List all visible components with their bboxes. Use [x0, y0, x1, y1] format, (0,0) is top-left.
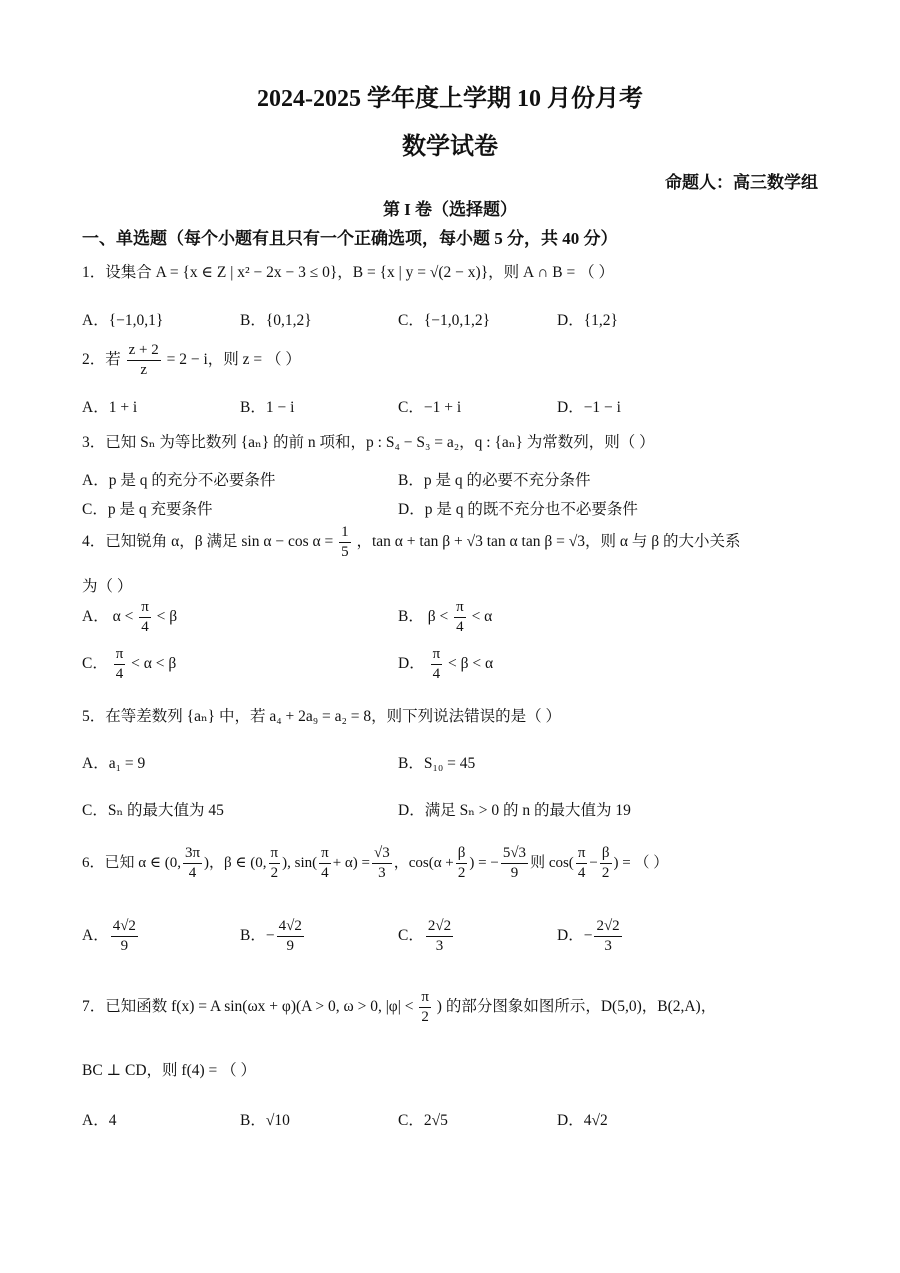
option-fraction-numerator: 4√2 — [111, 919, 138, 937]
question-2-option-b: B．1 − i — [240, 399, 295, 416]
q6-fraction — [372, 846, 392, 881]
option-fraction-numerator: π — [431, 647, 443, 665]
q6-fraction — [576, 846, 588, 881]
q6-fraction-denominator: 9 — [510, 865, 519, 881]
option-sign: − — [583, 927, 593, 945]
question-2-fraction — [127, 343, 161, 378]
question-4-fraction-denominator: 5 — [341, 544, 349, 560]
q6-fraction-numerator: 5√3 — [501, 846, 528, 864]
question-4-option-c — [82, 647, 176, 682]
question-3-option-c: C．p 是 q 充要条件 — [82, 501, 213, 518]
question-7-stem — [82, 990, 840, 1025]
exam-subtitle: 数学试卷 — [402, 134, 498, 160]
q6-part: − — [589, 854, 598, 871]
q6-part: 6．已知 α ∈ (0, — [82, 854, 181, 871]
question-5-option-d: D．满足 Sₙ > 0 的 n 的最大值为 19 — [398, 802, 631, 819]
q6-part: )，β ∈ (0, — [204, 854, 267, 871]
question-5-option-c: C．Sₙ 的最大值为 45 — [82, 802, 224, 819]
q6-part: ) = − — [469, 854, 499, 871]
option-fraction-numerator: π — [454, 600, 466, 618]
option-fraction-denominator: 4 — [432, 666, 441, 682]
q6-fraction — [501, 846, 528, 881]
q6-fraction — [183, 846, 202, 881]
q6-fraction-denominator: 2 — [457, 865, 466, 881]
question-4-option-b — [398, 600, 492, 635]
q6-fraction-numerator: π — [319, 846, 331, 864]
option-label: A． — [82, 927, 109, 945]
q6-fraction-denominator: 3 — [378, 865, 386, 881]
option-fraction-denominator: 3 — [435, 938, 444, 954]
question-2-stem — [82, 343, 840, 378]
option-label: D． — [557, 927, 584, 945]
q6-fraction — [456, 846, 468, 881]
question-6-stem — [82, 846, 840, 881]
option-post: < β < α — [448, 655, 494, 673]
option-fraction-denominator: 3 — [604, 938, 612, 954]
question-1-stem: 1．设集合 A = {x ∈ Z | x² − 2x − 3 ≤ 0}，B = {x | y = √(2 − x)}，则 A ∩ B = （ ） — [82, 264, 615, 281]
question-2-option-c: C．−1 + i — [398, 399, 462, 416]
option-fraction — [454, 600, 466, 635]
question-3-option-a: A．p 是 q 的充分不必要条件 — [82, 472, 276, 489]
option-fraction-numerator: π — [114, 647, 126, 665]
q6-fraction-numerator: π — [576, 846, 588, 864]
q6-fraction-denominator: 2 — [270, 865, 279, 881]
option-fraction-denominator: 4 — [141, 619, 149, 635]
question-7-stem-post: ) 的部分图象如图所示，D(5,0)，B(2,A)， — [436, 998, 717, 1016]
exam-author: 命题人：高三数学组 — [665, 173, 818, 192]
question-2-stem-post: = 2 − i，则 z = （ ） — [166, 351, 301, 369]
question-2-option-a: A．1 + i — [82, 399, 138, 416]
option-label: D． — [398, 655, 425, 673]
q6-fraction-numerator: β — [600, 846, 612, 864]
option-fraction — [277, 919, 304, 954]
q6-fraction-denominator: 4 — [577, 865, 586, 881]
question-2-fraction-numerator: z + 2 — [127, 343, 161, 361]
question-1-option-c: C．{−1,0,1,2} — [398, 312, 491, 329]
question-7-stem-pre: 7．已知函数 f(x) = A sin(ωx + φ)(A > 0, ω > 0, |φ| < — [82, 998, 414, 1016]
question-4-fraction-numerator: 1 — [339, 525, 351, 543]
q6-fraction-denominator: 4 — [321, 865, 329, 881]
option-fraction-denominator: 9 — [286, 938, 294, 954]
option-fraction — [426, 919, 453, 954]
question-5-option-b: B．S₁₀ = 45 — [398, 755, 476, 772]
option-fraction-numerator: π — [139, 600, 151, 618]
question-3-stem: 3．已知 Sₙ 为等比数列 {aₙ} 的前 n 项和，p : S₄ − S₃ = a₂，q : {aₙ} 为常数列，则（ ） — [82, 434, 655, 451]
option-post: < α < β — [131, 655, 177, 673]
q6-fraction-numerator: β — [456, 846, 468, 864]
option-fraction — [114, 647, 126, 682]
question-7-option-b: B．√10 — [240, 1112, 290, 1129]
option-fraction — [594, 919, 621, 954]
option-label: C． — [82, 655, 108, 673]
question-1-option-b: B．{0,1,2} — [240, 312, 312, 329]
option-fraction-numerator: 4√2 — [277, 919, 304, 937]
option-fraction-denominator: 9 — [120, 938, 129, 954]
option-fraction-numerator: 2√2 — [426, 919, 453, 937]
q6-fraction — [319, 846, 331, 881]
option-pre: α < — [112, 608, 134, 626]
option-post: < α — [471, 608, 493, 626]
question-5-option-a: A．a₁ = 9 — [82, 755, 146, 772]
option-label: C． — [398, 927, 424, 945]
question-6-option-c — [398, 919, 455, 954]
option-fraction-denominator: 4 — [115, 666, 124, 682]
q6-part: ，cos(α + — [393, 854, 454, 871]
question-6-option-b — [240, 919, 306, 954]
question-6-option-a — [82, 919, 140, 954]
question-3-option-d: D．p 是 q 的既不充分也不必要条件 — [398, 501, 638, 518]
question-4-stem-post: ，tan α + tan β + √3 tan α tan β = √3，则 α 与 β 的大小关系 — [356, 533, 741, 551]
option-label: B． — [240, 927, 266, 945]
question-7-option-d: D．4√2 — [557, 1112, 608, 1129]
option-post: < β — [156, 608, 178, 626]
option-label: A． — [82, 608, 109, 626]
question-4-stem — [82, 525, 840, 560]
q6-fraction-denominator: 4 — [188, 865, 197, 881]
question-2-stem-pre: 2．若 — [82, 351, 121, 369]
question-1-option-d: D．{1,2} — [557, 312, 618, 329]
question-4-option-d — [398, 647, 493, 682]
section-heading: 一、单选题（每个小题有且只有一个正确选项，每小题 5 分，共 40 分） — [82, 229, 618, 248]
question-4-stem-line2: 为（ ） — [82, 578, 133, 595]
option-fraction-numerator: 2√2 — [594, 919, 621, 937]
q6-fraction-numerator: π — [269, 846, 281, 864]
question-7-option-a: A．4 — [82, 1112, 117, 1129]
option-fraction — [111, 919, 138, 954]
question-7-fraction-numerator: π — [419, 990, 431, 1008]
q6-fraction-numerator: 3π — [183, 846, 202, 864]
question-3-option-b: B．p 是 q 的必要不充分条件 — [398, 472, 591, 489]
option-fraction-denominator: 4 — [456, 619, 464, 635]
question-7-option-c: C．2√5 — [398, 1112, 448, 1129]
option-fraction — [431, 647, 443, 682]
q6-fraction — [600, 846, 612, 881]
option-sign: − — [265, 927, 275, 945]
q6-part: ), sin( — [282, 854, 318, 871]
question-7-stem-line2: BC ⊥ CD，则 f(4) = （ ） — [82, 1062, 257, 1079]
question-6-option-d — [557, 919, 624, 954]
question-1-option-a: A．{−1,0,1} — [82, 312, 164, 329]
option-label: B． — [398, 608, 424, 626]
question-2-fraction-denominator: z — [140, 362, 148, 378]
question-7-fraction — [419, 990, 431, 1025]
q6-fraction-numerator: √3 — [372, 846, 392, 864]
option-fraction — [139, 600, 151, 635]
question-7-fraction-denominator: 2 — [421, 1009, 429, 1025]
q6-fraction-denominator: 2 — [601, 865, 610, 881]
q6-fraction — [269, 846, 281, 881]
option-pre: β < — [427, 608, 449, 626]
question-4-fraction — [339, 525, 351, 560]
q6-part: 则 cos( — [530, 854, 574, 871]
q6-part: + α) = — [332, 854, 370, 871]
exam-title: 2024-2025 学年度上学期 10 月份月考 — [257, 86, 643, 112]
question-5-stem: 5．在等差数列 {aₙ} 中，若 a₄ + 2a₉ = a₂ = 8，则下列说法错误的是（ ） — [82, 708, 562, 725]
q6-part: ) = （ ） — [613, 854, 669, 871]
question-4-option-a — [82, 600, 177, 635]
question-4-stem-pre: 4．已知锐角 α，β 满足 sin α − cos α = — [82, 533, 334, 551]
question-2-option-d: D．−1 − i — [557, 399, 621, 416]
volume-heading: 第 I 卷（选择题） — [382, 200, 518, 219]
